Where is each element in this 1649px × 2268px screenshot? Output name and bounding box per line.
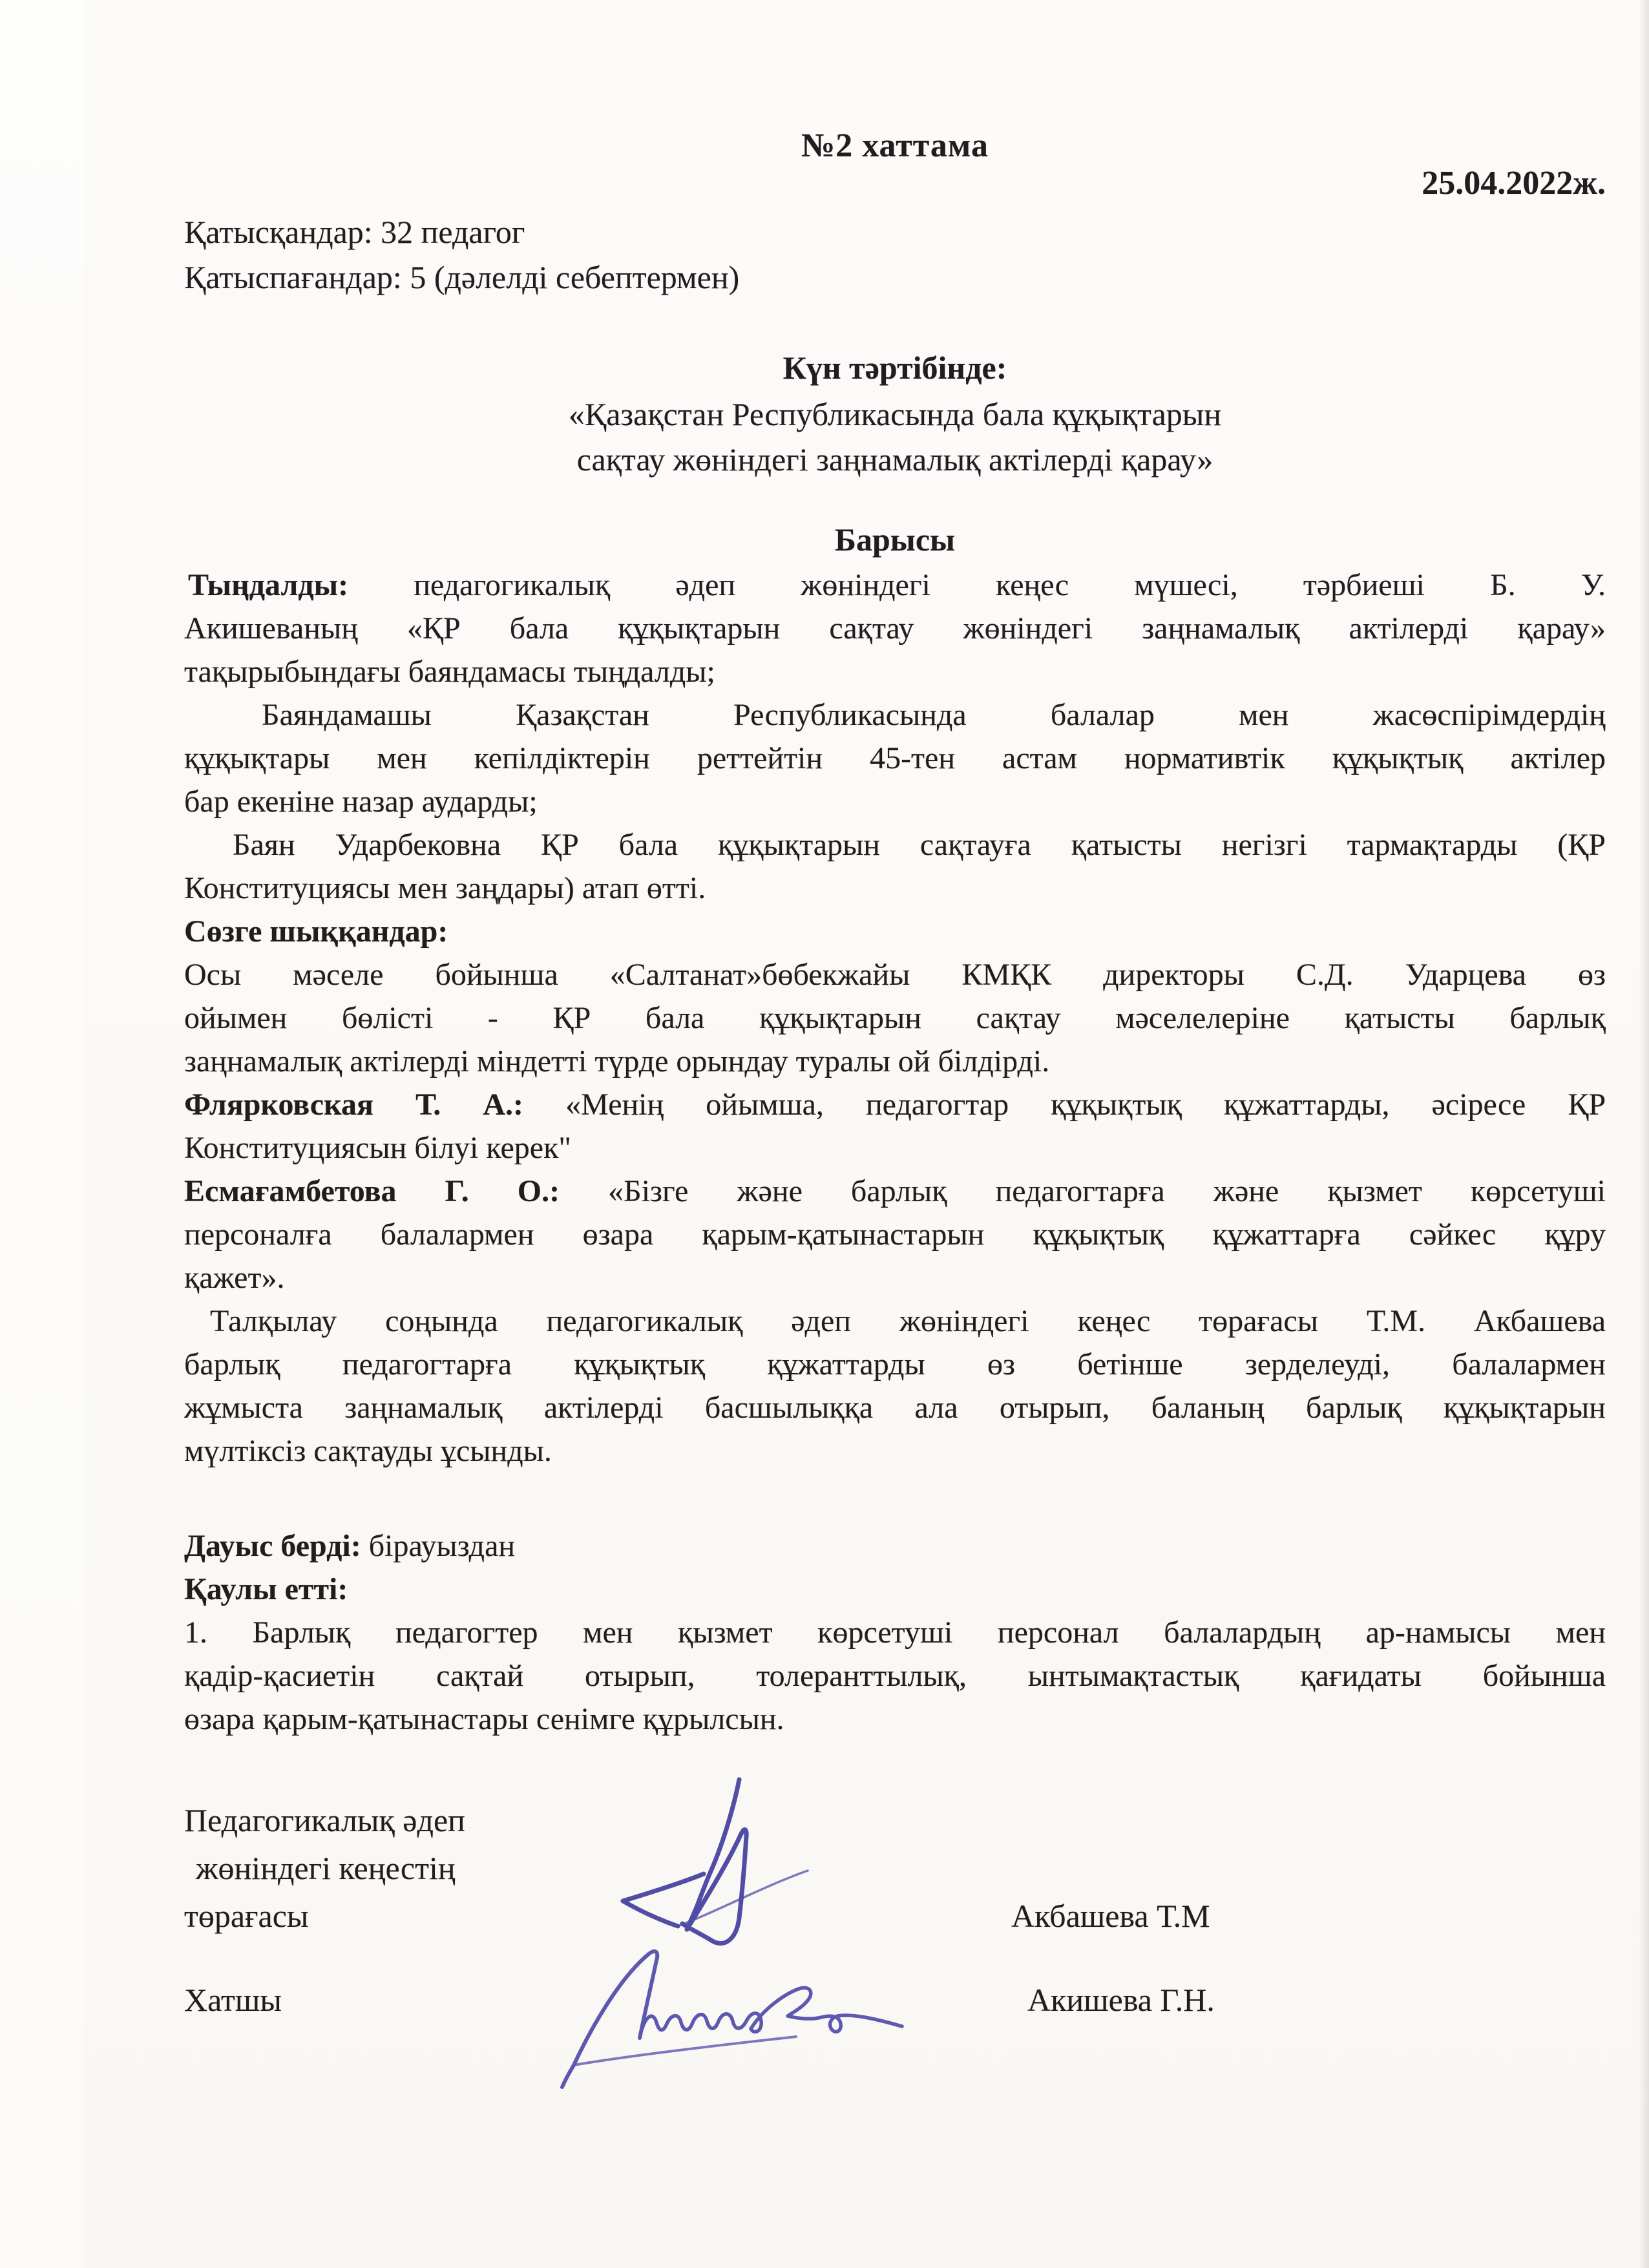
document-line: мүлтіксіз сақтауды ұсынды.: [184, 1434, 552, 1468]
document-line: Қаулы етті:: [184, 1572, 348, 1606]
secretary-signature-icon: [557, 1933, 912, 2095]
chair-name: Акбашева Т.М: [1011, 1898, 1210, 1934]
absentees-line: Қатыспағандар: 5 (дәлелді себептермен): [184, 259, 740, 295]
proceedings-heading: Барысы: [834, 521, 956, 558]
chair-role-label: [184, 1796, 636, 1940]
document-date: 25.04.2022ж.: [1422, 165, 1606, 202]
document-line: қажет».: [184, 1261, 285, 1295]
document-line: Тыңдалды: педагогикалық әдеп жөніндегі кеңес мүшесі, тәрбиеші Б. У.: [188, 568, 1606, 602]
document-body: [184, 563, 1606, 1741]
document-line: Осы мәселе бойынша «Салтанат»бөбекжайы КМҚК директоры С.Д. Ударцева өз: [184, 958, 1606, 992]
document-line: барлық педагогтарға құқықтық құжаттарды өз бетінше зерделеуді, балалармен: [184, 1347, 1606, 1381]
document-line: 1. Барлық педагогтер мен қызмет көрсетуші персонал балалардың ар-намысы мен: [184, 1615, 1606, 1650]
chairman-signature-icon: [613, 1772, 826, 1966]
document-line: ойымен бөлісті - ҚР бала құқықтарын сақтау мәселелеріне қатысты барлық: [184, 1001, 1606, 1035]
document-line: өзара қарым-қатынастары сенімге құрылсын.: [184, 1702, 784, 1736]
document-line: Талқылау соңында педагогикалық әдеп жөніндегі кеңес төрағасы Т.М. Акбашева: [210, 1304, 1606, 1338]
document-line: заңнамалық актілерді міндетті түрде орындау туралы ой білдірді.: [184, 1044, 1050, 1078]
document-line: Дауыс берді: бірауыздан: [184, 1529, 516, 1563]
document-line: Баяндамашы Қазақстан Республикасында балалар мен жасөспірімдердің: [262, 698, 1606, 732]
secretary-name: Акишева Г.Н.: [1027, 1982, 1215, 2018]
document-line: Акишеваның «ҚР бала құқықтарын сақтау жөніндегі заңнамалық актілерді қарау»: [184, 611, 1606, 646]
document-title: №2 хаттама: [801, 127, 989, 164]
document-line: жұмыста заңнамалық актілерді басшылыққа ала отырып, баланың барлық құқықтарын: [184, 1391, 1606, 1425]
document-line: құқықтары мен кепілдіктерін реттейтін 45-тен астам нормативтік құқықтық актілер: [184, 741, 1606, 775]
document-line: Конституциясы мен заңдары) атап өтті.: [184, 871, 706, 905]
document-line: Конституциясын білуі керек": [184, 1131, 572, 1165]
document-line: қадір-қасиетін сақтай отырып, толеранттылық, ынтымақтастық қағидаты бойынша: [184, 1659, 1606, 1693]
document-line: Флярковская Т. А.: «Менің ойымша, педагогтар құқықтық құжаттарды, әсіресе ҚР: [184, 1087, 1606, 1122]
attendees-line: Қатысқандар: 32 педагог: [184, 214, 525, 250]
document-line: персоналға балалармен өзара қарым-қатынастарын құқықтық құжаттарға сәйкес құру: [184, 1217, 1606, 1252]
document-line: бар екеніне назар аударды;: [184, 784, 538, 819]
document-line: Есмағамбетова Г. О.: «Бізге және барлық педагогтарға және қызмет көрсетуші: [184, 1174, 1606, 1208]
document-line: тақырыбындағы баяндамасы тыңдалды;: [184, 655, 715, 689]
agenda-line-2: сақтау жөніндегі заңнамалық актілерді қарау»: [576, 441, 1213, 478]
document-line: төрағасы: [184, 1898, 309, 1934]
secretary-role-label: Хатшы: [184, 1982, 282, 2018]
document-line: Сөзге шыққандар:: [184, 914, 448, 949]
document-line: Педагогикалық әдеп: [184, 1802, 465, 1838]
document-line: жөніндегі кеңестің: [196, 1850, 456, 1886]
document-line: Баян Ударбековна ҚР бала құқықтарын сақтауға қатысты негізгі тармақтарды (ҚР: [233, 828, 1606, 862]
agenda-heading: Күн тәртібінде:: [782, 350, 1007, 386]
agenda-line-1: «Қазақстан Республикасында бала құқықтарын: [568, 396, 1222, 432]
